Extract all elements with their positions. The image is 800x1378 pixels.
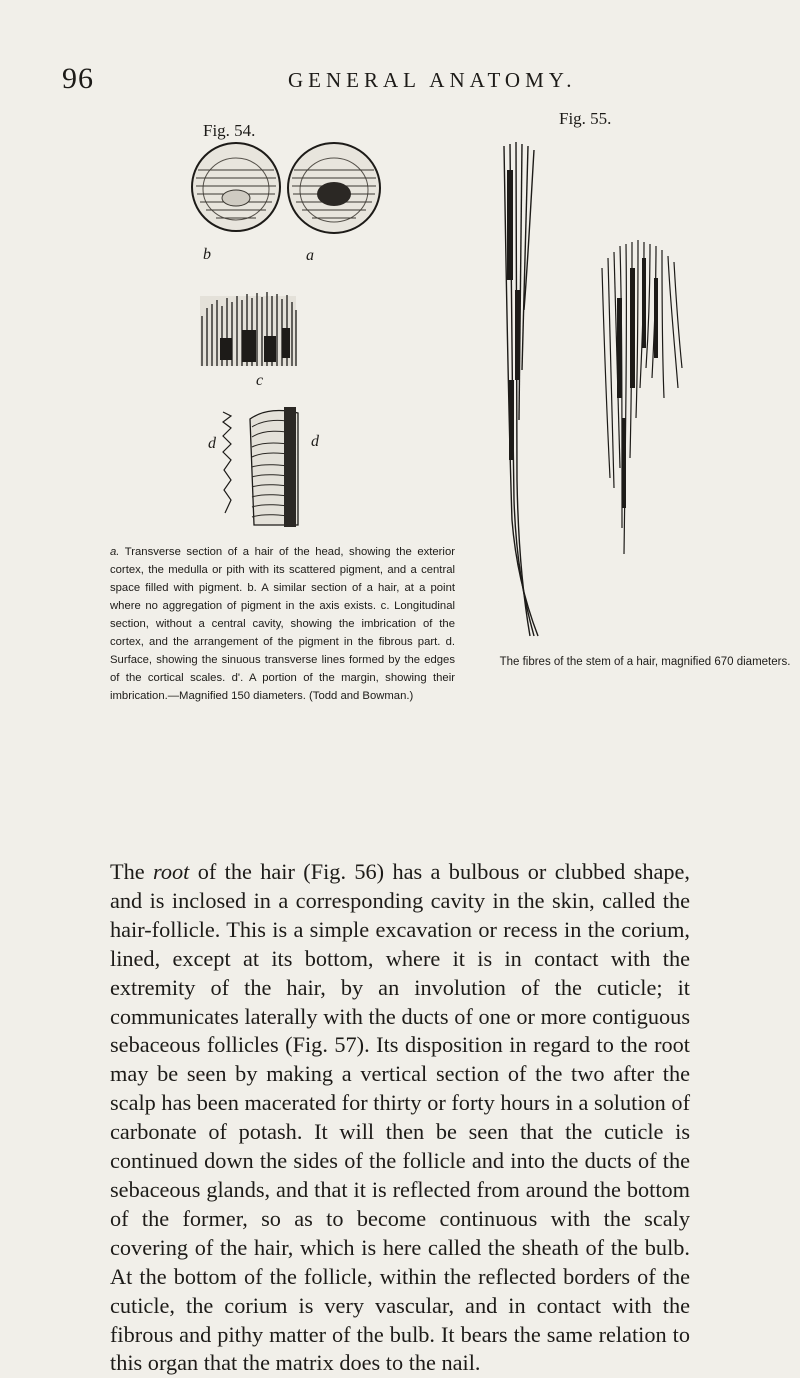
figure-54-margin-d-prime	[219, 410, 235, 515]
figure-55-label: Fig. 55.	[559, 109, 612, 128]
figure-54-longitudinal-c	[196, 290, 302, 368]
body-text-part-2: of the hair (Fig. 56) has a bulbous or clubbed shape, and is inclosed in a corresponding cavity in the skin, called the hair-follicle. This is a simple excavation or recess in the corium, lined, except at its bottom, where it is in contact with the extremity of the hair, by an involution of the cuticle; it communicates laterally with the ducts of one or more contiguous sebaceous follicles (Fig. 57). Its disposition in regard to the root may be seen by making a vertical section of the two after the scalp has been macerated for thirty or forty hours in a solution of carbonate of potash. It will then be seen that the cuticle is continued down the sides of the follicle and into the ducts of the sebaceous glands, and that it is reflected from around the bottom of the former, so as to become continuous with the scaly covering of the hair, which is here called the sheath of the bulb. At the bottom of the follicle, within the reflected borders of the cuticle, the corium is very vascular, and in contact with the fibrous and pithy matter of the bulb. It bears the same relation to this organ that the matrix does to the nail.	[110, 859, 690, 1376]
figure-55-caption: The fibres of the stem of a hair, magnified 670 diameters.	[499, 656, 791, 668]
figure-54-section-a	[284, 140, 384, 242]
figure-55-fibres-right	[592, 238, 687, 556]
figure-54-letter-b: b	[203, 246, 211, 263]
figure-54-section-b	[188, 140, 284, 236]
figure-54-letter-d-prime: d	[208, 435, 216, 452]
figure-54-letter-a: a	[306, 247, 314, 264]
body-text-part-1: The	[110, 859, 154, 884]
figure-54-letter-d: d	[311, 433, 319, 450]
figure-55-fibres-left	[498, 140, 543, 640]
figure-54-letter-c: c	[256, 372, 264, 389]
figure-54-caption	[110, 543, 455, 705]
page-number: 96	[62, 62, 94, 95]
figure-54-caption-text: Transverse section of a hair of the head, showing the exterior cortex, the medulla or pith with its scattered pigment, and a central space filled with pigment. b. A similar section of a hair, at a point where no aggregation of pigment in the axis exists. c. Longitudinal section, without a central cavity, showing the imbrication of the cortex, and the arrangement of the pigment in the fibrous part. d. Surface, showing the sinuous transverse lines formed by the edges of the cortical scales. d'. A portion of the margin, showing their imbrication.—Magnified 150 diameters. (Todd and Bowman.)	[110, 546, 455, 702]
body-text-root-word: root	[153, 859, 190, 884]
figure-54-label: Fig. 54.	[203, 121, 256, 140]
running-head: GENERAL ANATOMY.	[288, 68, 577, 92]
body-paragraph	[110, 858, 690, 1378]
figure-54-surface-d	[246, 405, 301, 527]
figure-54-caption-lead: a.	[110, 546, 120, 558]
